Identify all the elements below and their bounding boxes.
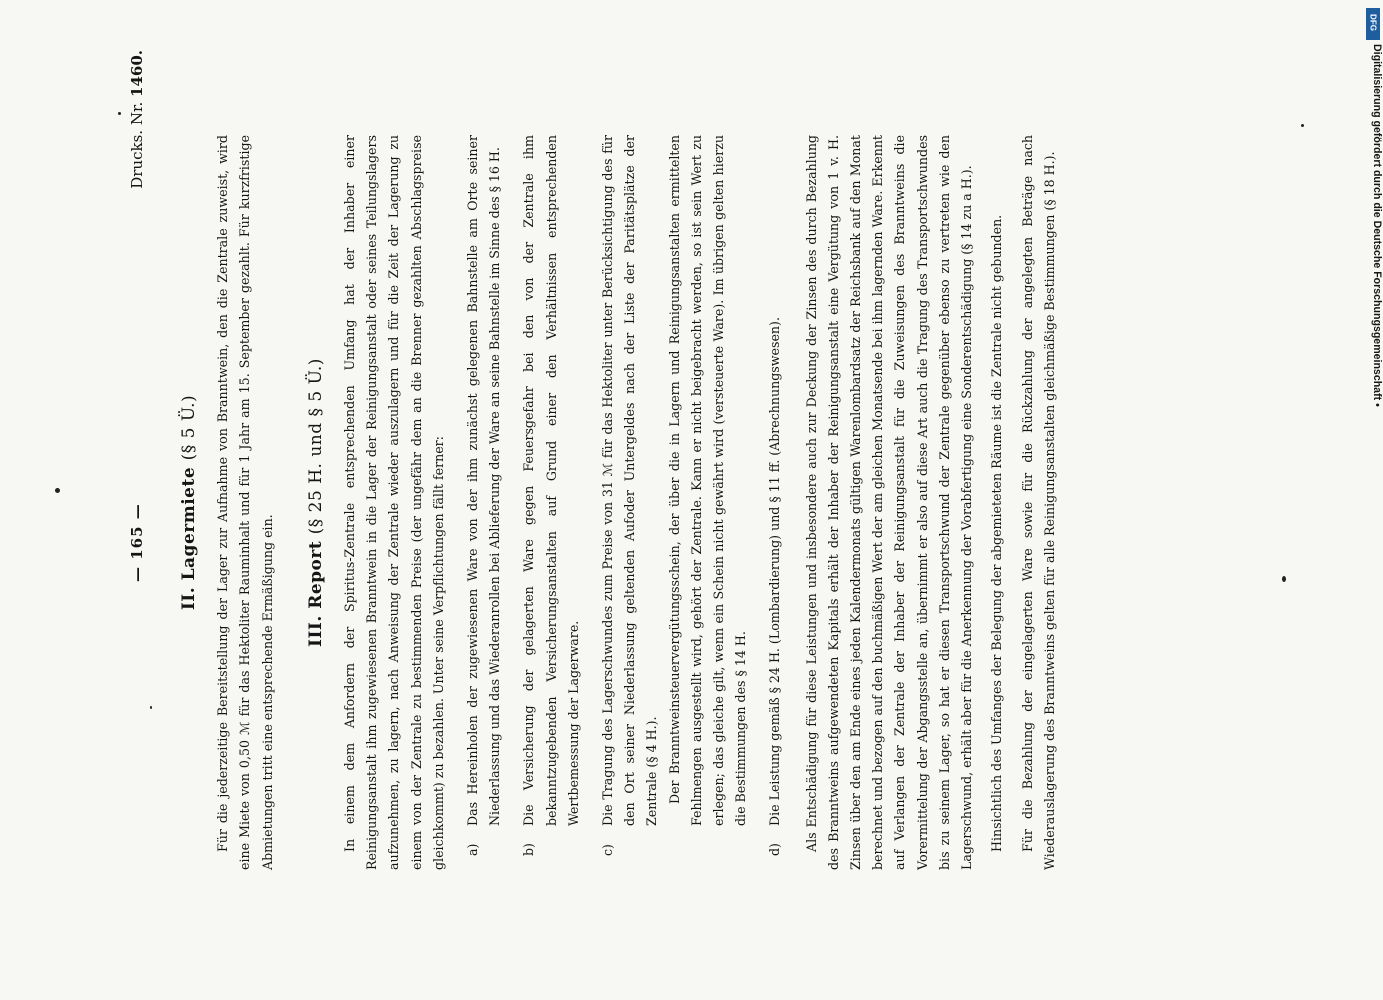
list-item-text: Das Hereinholen der zugewiesenen Ware von der ihm zunächst gelegenen Bahnstelle am Orte seiner Niederlassung und das Wiederanrollen bei Ablieferung der Ware an seine Bahnstelle im Sinne des § 16 H. [465, 135, 503, 826]
page-number: — 165 — [128, 503, 146, 582]
list-item-text: Die Versicherung der gelagerten Ware gegen Feuersgefahr bei den von der Zentrale ihm bekanntzugebenden Versicherungsanstalten auf Grund einer den Verhältnissen entsprechenden Wertbemessung der Lagerware. [521, 135, 581, 826]
paragraph-entschaedigung: Als Entschädigung für diese Leistungen und insbesondere auch zur Deckung der Zinsen des durch Bezahlung des Branntweins aufgewendeten Kapitals erhält der Inhaber der Reinigungsanstalt eine Vergütung von 1 v. H. Zinsen über den am Ende eines jeden Kalendermonats gültigen Warenlombardsatz der Reichsbank auf den Monat berechnet und bezogen auf den buchmäßigen Wert der am gleichen Monatsende bei ihm lagernden Ware. Erkennt auf Verlangen der Zentrale der Inhaber der Reinigungsanstalt für die Zuweisungen des Branntweins die Vorermittelung der Abgangsstelle an, übernimmt er also auf diese Art auch die Tragung des Transportschwundes bis zu seinem Lager, so hat er diesen Transportschwund der Zentrale gegenüber ebenso zu vertreten wie den Lagerschwund, erhält aber für die Anerkennung der Vorabfertigung eine Sonderentschädigung (§ 14 zu a H.). [803, 135, 975, 870]
section-2-text: Für die jederzeitige Bereitstellung der Lager zur Aufnahme von Branntwein, den die Zentrale zuweist, wird eine Miete von 0,50 ℳ für das Hektoliter Rauminhalt und für 1 Jahr am 15. September gezahlt. Für kurzfristige Abmietungen tritt eine entsprechende Ermäßigung ein. [215, 135, 275, 870]
druck-reference [128, 50, 146, 189]
document-page [128, 0, 1258, 1000]
section-2-title: II. Lagermiete [179, 466, 199, 611]
section-2-heading [178, 135, 200, 870]
paragraph-bezahlung: Für die Bezahlung der eingelagerten Ware sowie für die Rückzahlung der angelegten Beträge nach Wiederauslagerung des Branntweins gelten für alle Reinigungsanstalten gleichmäßige Bestimmungen (§ 18 H.). [1019, 135, 1057, 870]
scan-speck [1282, 576, 1286, 582]
list-item-marker: b) [521, 843, 537, 856]
section-3-intro: In einem dem Anfordern der Spiritus-Zentrale entsprechenden Umfang hat der Inhaber einer Reinigungsanstalt ihm zugewiesenen Branntwein in die Lager der Reinigungsanstalt oder seines Teilungslagers aufzunehmen, zu lagern, nach Anweisung der Zentrale wieder auszulagern und für die Zeit der Lagerung zu einem von der Zentrale zu bestimmenden Preise (der ungefähr dem an die Brenner gezahlten Abschlagspreise gleichkommt) zu bezahlen. Unter seine Verpflichtungen fällt ferner: [342, 135, 446, 870]
section-3-ref: (§ 25 H. und § 5 Ü.) [305, 358, 326, 535]
scan-speck [1301, 124, 1304, 127]
list-item-marker: d) [767, 843, 783, 856]
scan-speck [118, 112, 121, 115]
paragraph-hinsichtlich: Hinsichtlich des Umfanges der Belegung der abgemieteten Räume ist die Zentrale nicht gebunden. [989, 214, 1005, 852]
scan-speck [55, 488, 60, 493]
section-2-ref: (§ 5 Ü.) [179, 394, 199, 461]
dfg-logo: DFG [1366, 8, 1380, 40]
list-item-d [764, 135, 786, 870]
list-item-a [462, 135, 506, 870]
list-item-marker: c) [600, 844, 616, 856]
scan-speck [150, 706, 152, 709]
section-3-heading [305, 135, 327, 870]
page-body [178, 135, 1061, 870]
list-item-text: Die Leistung gemäß § 24 H. (Lombardierung) und § 11 ff. (Abrechnungswesen). [767, 317, 783, 826]
page-header [128, 50, 158, 910]
druck-number: 1460. [128, 50, 146, 97]
list-item-c [597, 135, 752, 870]
list-item-subtext: Der Branntweinsteuervergütungsschein, der über die in Lagern und Reinigungsanstalten ermittelten Fehlmengen ausgestellt wird, gehört der Zentrale. Kann er nicht beigebracht werden, so ist sein Wert zu erlegen; das gleiche gilt, wenn ein Schein nicht gewährt wird (versteuerte Ware). Im übrigen gelten hierzu die Bestimmungen des § 14 H. [666, 135, 749, 826]
druck-label: Drucks. Nr. [128, 101, 146, 189]
list-item-marker: a) [465, 843, 481, 856]
digitization-note: Digitalisierung gefördert durch die Deutsche Forschungsgemeinschaft • [1371, 44, 1383, 407]
list-item-b [518, 135, 585, 870]
section-3-title: III. Report [305, 540, 326, 647]
list-item-text: Die Tragung des Lagerschwundes zum Preise von 31 ℳ für das Hektoliter unter Berücksichtigung des für den Ort seiner Niederlassung geltenden Aufoder Untergeldes nach der Liste der Paritätsplätze der Zentrale (§ 4 H.). [600, 135, 660, 826]
